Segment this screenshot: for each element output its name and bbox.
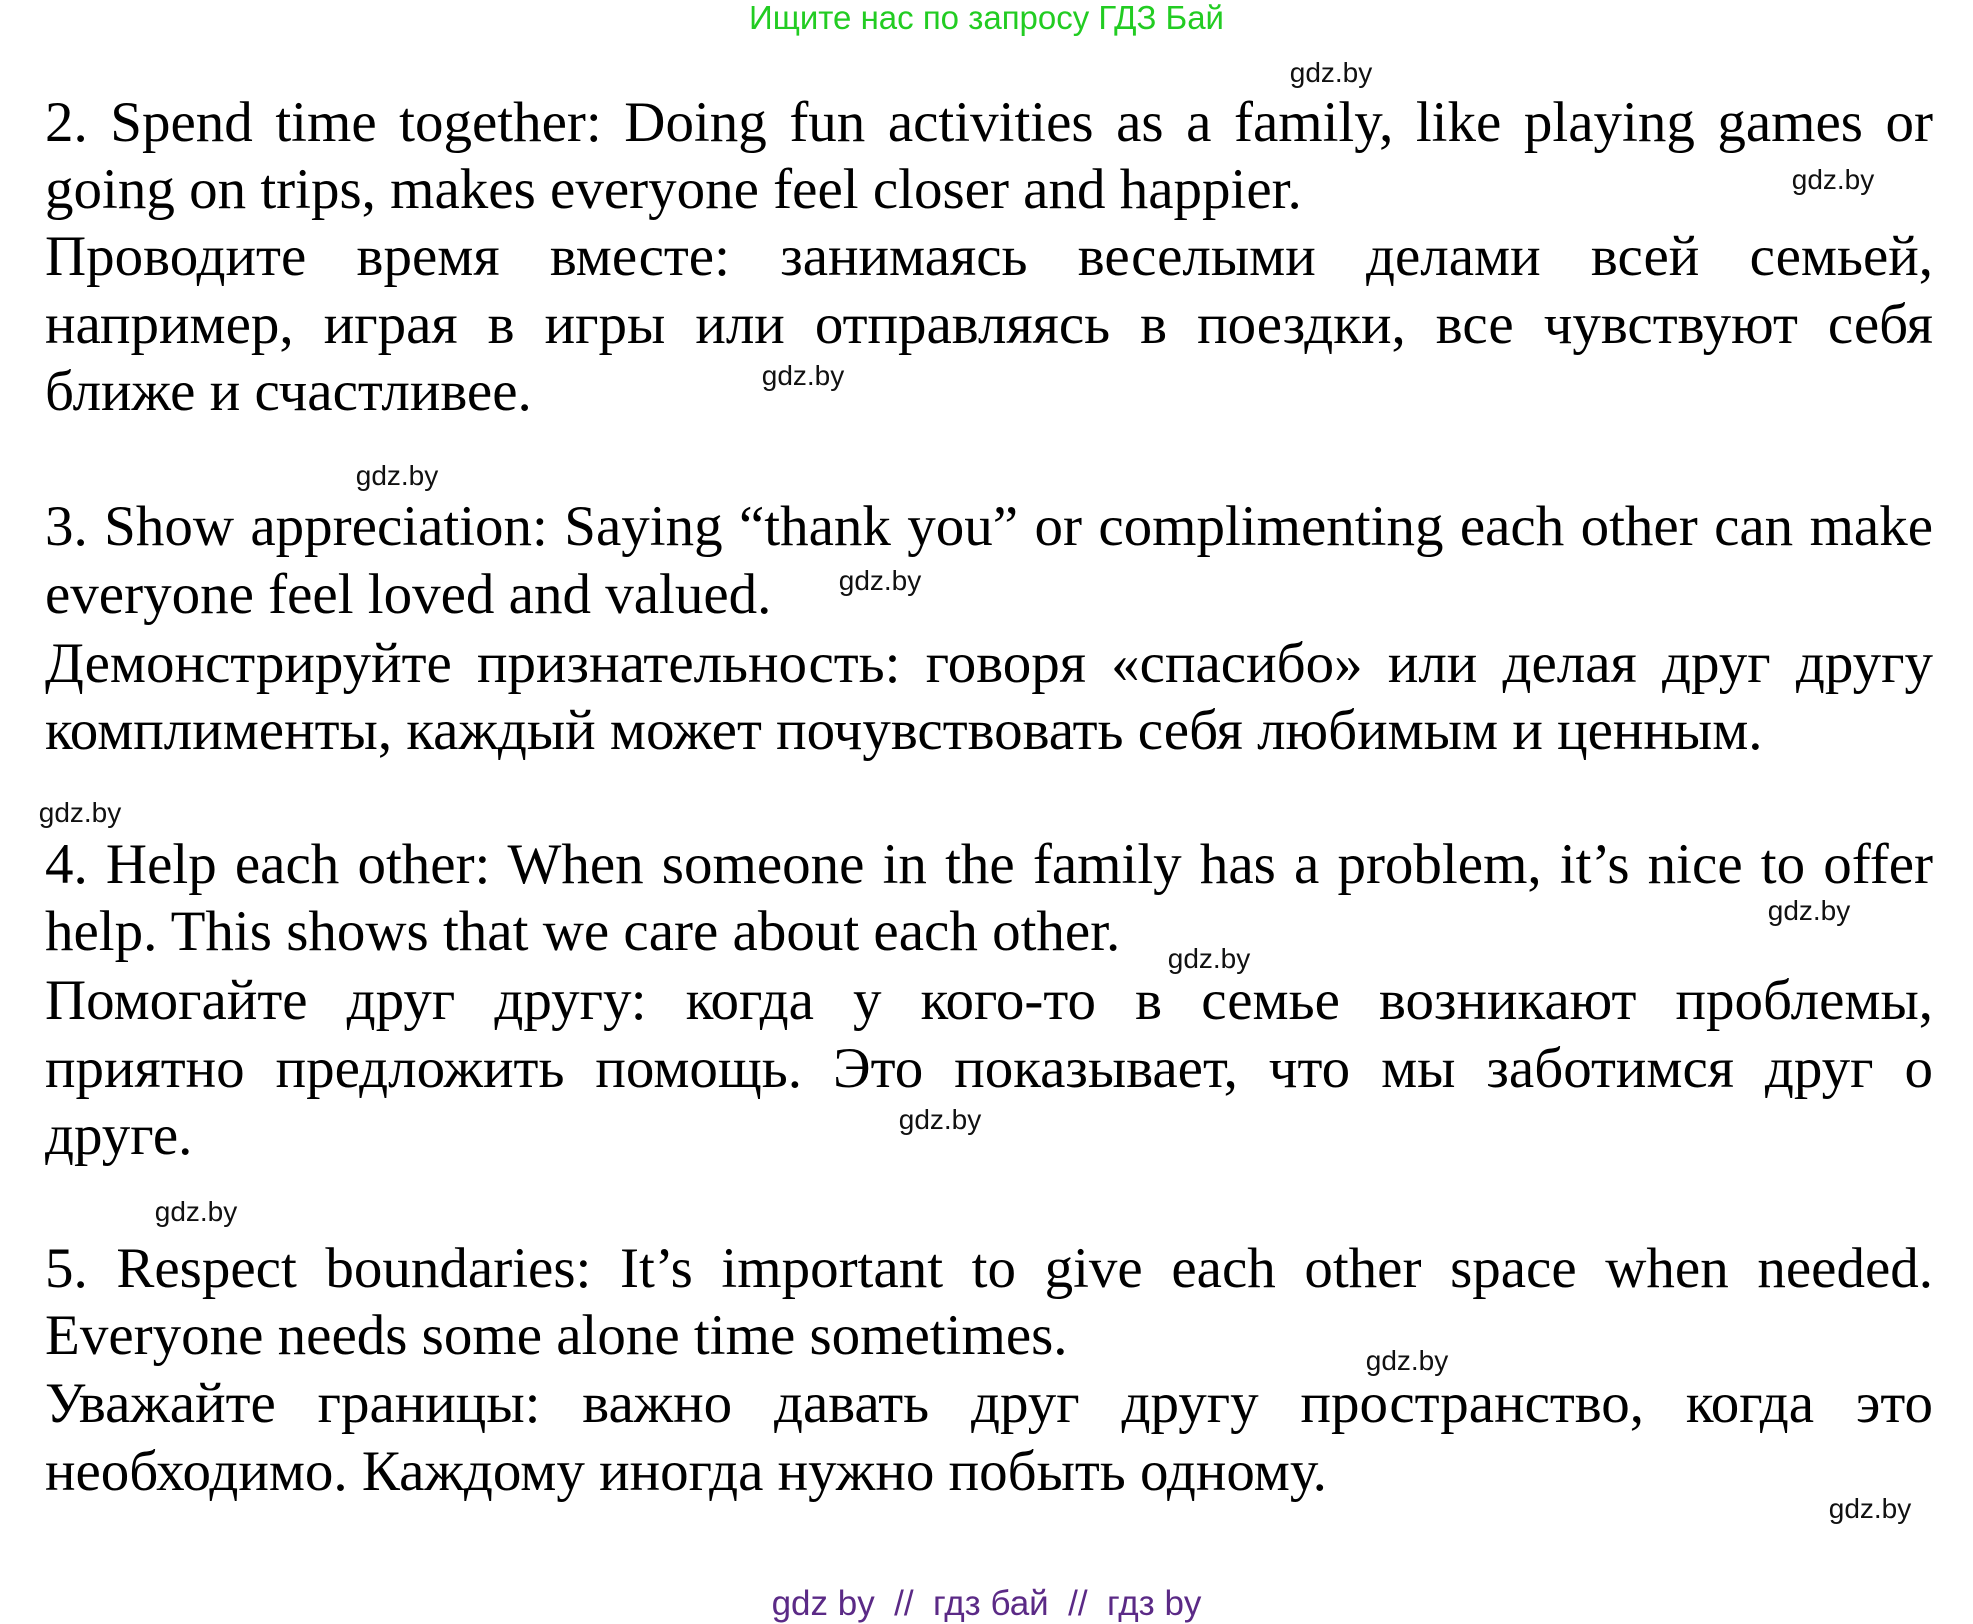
- text-line: going on trips, makes everyone feel closer and happier.: [45, 158, 1302, 221]
- search-hint-banner: Ищите нас по запросу ГДЗ Бай: [749, 0, 1224, 36]
- text-line: 3. Show appreciation: Saying “thank you” or complimenting each other can make: [45, 495, 1933, 558]
- text-line: Everyone needs some alone time sometimes.: [45, 1304, 1068, 1367]
- text-line: 5. Respect boundaries: It’s important to give each other space when needed.: [45, 1237, 1933, 1300]
- text-line: Проводите время вместе: занимаясь веселыми делами всей семьей,: [45, 225, 1933, 288]
- watermark: gdz.by: [1767, 895, 1851, 926]
- watermark: gdz.by: [38, 797, 122, 828]
- watermark: gdz.by: [1289, 57, 1373, 88]
- text-line: друге.: [45, 1104, 193, 1167]
- text-line: ближе и счастливее.: [45, 360, 532, 423]
- text-line: help. This shows that we care about each other.: [45, 900, 1121, 963]
- watermark: gdz.by: [761, 360, 845, 391]
- watermark: gdz.by: [898, 1104, 982, 1135]
- text-line: Демонстрируйте признательность: говоря «спасибо» или делая друг другу: [45, 632, 1933, 695]
- watermark: gdz.by: [1167, 943, 1251, 974]
- text-line: everyone feel loved and valued.: [45, 563, 772, 626]
- footer-links: gdz by // гдз бай // гдз by: [771, 1584, 1202, 1623]
- text-line: Уважайте границы: важно давать друг другу пространство, когда это: [45, 1372, 1933, 1435]
- watermark: gdz.by: [1365, 1345, 1449, 1376]
- text-line: необходимо. Каждому иногда нужно побыть одному.: [45, 1440, 1327, 1503]
- watermark: gdz.by: [1791, 164, 1875, 195]
- text-line: 4. Help each other: When someone in the family has a problem, it’s nice to offer: [45, 833, 1933, 896]
- watermark: gdz.by: [1828, 1493, 1912, 1524]
- text-line: например, играя в игры или отправляясь в поездки, все чувствуют себя: [45, 293, 1933, 356]
- watermark: gdz.by: [154, 1196, 238, 1227]
- watermark: gdz.by: [838, 565, 922, 596]
- watermark: gdz.by: [355, 460, 439, 491]
- text-line: приятно предложить помощь. Это показывает, что мы заботимся друг о: [45, 1037, 1933, 1100]
- text-line: 2. Spend time together: Doing fun activities as a family, like playing games or: [45, 91, 1933, 154]
- text-line: Помогайте друг другу: когда у кого-то в семье возникают проблемы,: [45, 969, 1933, 1032]
- text-line: комплименты, каждый может почувствовать себя любимым и ценным.: [45, 699, 1763, 762]
